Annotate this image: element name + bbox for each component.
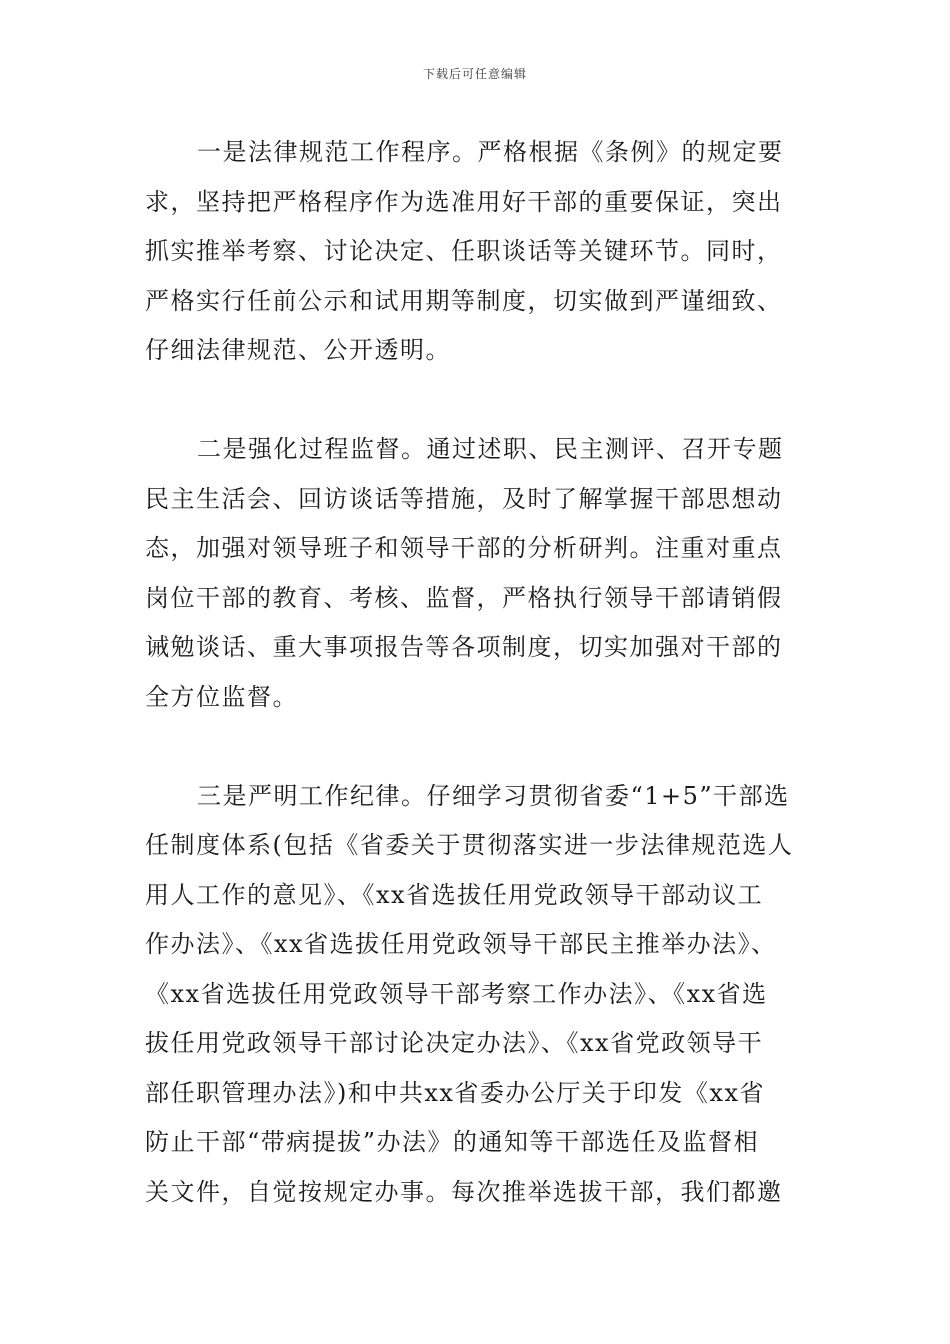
text-line: 一是法律规范工作程序。严格根据《条例》的规定要: [197, 138, 784, 166]
text-line: 岗位干部的教育、考核、监督，严格执行领导干部请销假: [145, 583, 783, 612]
page-header-note: 下载后可任意编辑: [422, 67, 527, 81]
paragraph-spacer: [145, 722, 813, 772]
text-line: 仔细法律规范、公开透明。: [145, 336, 451, 364]
text-line: 防止干部“带病提拔”办法》的通知等干部选任及监督相: [145, 1128, 760, 1156]
text-line: 《xx省选拔任用党政领导干部考察工作办法》、《xx省选: [145, 979, 768, 1008]
text-line: 民主生活会、回访谈话等措施，及时了解掌握干部思想动: [145, 484, 783, 513]
text-line: 全方位监督。: [145, 682, 298, 711]
text-line: 关文件，自觉按规定办事。每次推举选拔干部，我们都邀: [145, 1177, 783, 1206]
text-line: 用人工作的意见》、《xx省选拔任用党政领导干部动议工: [145, 880, 764, 909]
document-body: [145, 128, 813, 1217]
paragraph-procedure: [145, 128, 813, 376]
paragraph-discipline: [145, 772, 813, 1218]
text-line: 二是强化过程监督。通过述职、民主测评、召开专题: [197, 435, 784, 463]
text-line: 作办法》、《xx省选拔任用党政领导干部民主推举办法》、: [145, 930, 777, 958]
text-line: 诫勉谈话、重大事项报告等各项制度，切实加强对干部的: [145, 633, 783, 661]
text-line: 三是严明工作纪律。仔细学习贯彻省委“1+5”干部选: [197, 781, 790, 810]
paragraph-spacer: [145, 376, 813, 426]
text-line: 求，坚持把严格程序作为选准用好干部的重要保证，突出: [145, 187, 783, 216]
text-line: 抓实推举考察、讨论决定、任职谈话等关键环节。同时，: [145, 237, 783, 265]
text-line: 严格实行任前公示和试用期等制度，切实做到严谨细致、: [145, 286, 783, 315]
text-line: 拔任用党政领导干部讨论决定办法》、《xx省党政领导干: [145, 1029, 764, 1057]
paragraph-supervision: [145, 425, 813, 722]
text-line: 任制度体系(包括《省委关于贯彻落实进一步法律规范选人: [145, 831, 794, 859]
text-line: 态，加强对领导班子和领导干部的分析研判。注重对重点: [145, 534, 783, 562]
text-line: 部任职管理办法》)和中共xx省委办公厅关于印发《xx省: [145, 1078, 766, 1107]
